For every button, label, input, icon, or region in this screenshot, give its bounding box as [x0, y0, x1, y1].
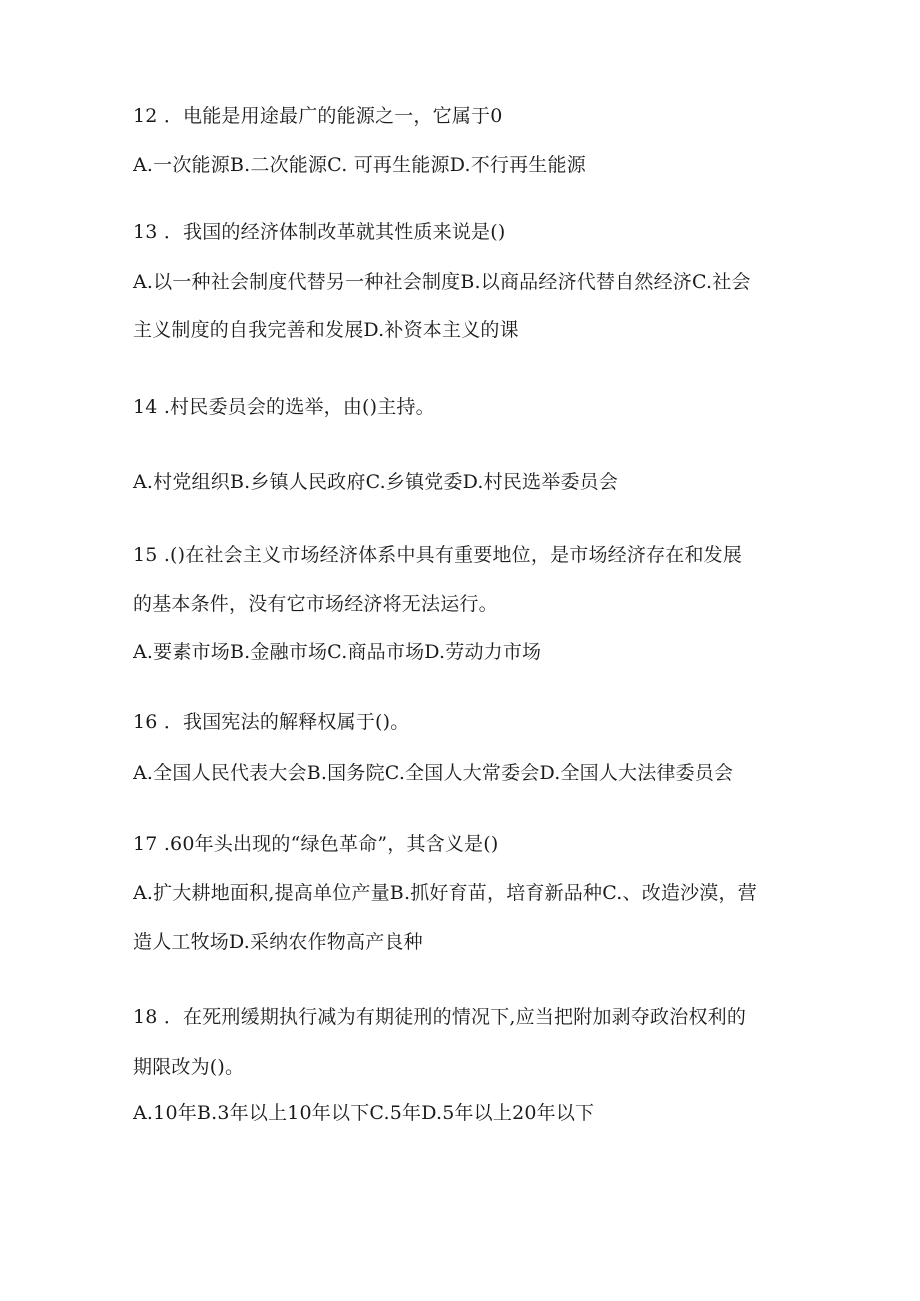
question-16-options: A.全国人民代表大会B.国务院C.全国人大常委会D.全国人大法律委员会: [133, 762, 734, 784]
question-15-stem-line1: 15 .()在社会主义市场经济体系中具有重要地位，是市场经济存在和发展: [133, 544, 743, 566]
question-18-stem-line2: 期限改为()。: [133, 1056, 245, 1078]
question-18-options: A.10年B.3年以上10年以下C.5年D.5年以上20年以下: [133, 1102, 595, 1124]
question-13-stem: 13 ．我国的经济体制改革就其性质来说是(): [133, 221, 506, 243]
question-15-options: A.要素市场B.金融市场C.商品市场D.劳动力市场: [133, 641, 542, 663]
question-13-options-line1: A.以一种社会制度代替另一种社会制度B.以商品经济代替自然经济C.社会: [133, 271, 751, 293]
question-17-options-line2: 造人工牧场D.采纳农作物高产良种: [133, 931, 423, 953]
question-13-options-line2: 主义制度的自我完善和发展D.补资本主义的课: [133, 319, 519, 341]
question-14-options: A.村党组织B.乡镇人民政府C.乡镇党委D.村民选举委员会: [133, 471, 619, 493]
question-12-options: A.一次能源B.二次能源C. 可再生能源D.不行再生能源: [133, 154, 586, 176]
question-17-stem: 17 .60年头出现的“绿色革命”，其含义是(): [133, 833, 499, 855]
question-15-stem-line2: 的基本条件，没有它市场经济将无法运行。: [133, 593, 498, 615]
question-18-stem-line1: 18 ．在死刑缓期执行减为有期徒刑的情况下,应当把附加剥夺政治权利的: [133, 1006, 747, 1028]
question-17-options-line1: A.扩大耕地面积,提高单位产量B.抓好育苗，培育新品种C.、改造沙漠，营: [133, 882, 757, 904]
question-16-stem: 16 ．我国宪法的解释权属于()。: [133, 711, 410, 733]
question-12-stem: 12 ．电能是用途最广的能源之一，它属于0: [133, 105, 503, 127]
question-14-stem: 14 .村民委员会的选举，由()主持。: [133, 396, 435, 418]
